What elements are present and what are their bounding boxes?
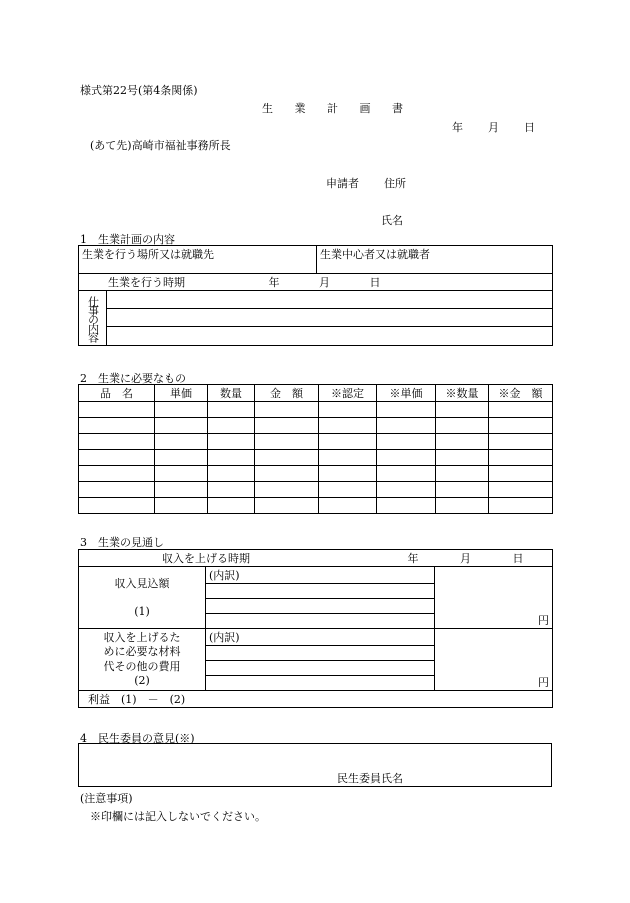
applicant-label: 申請者 (326, 177, 359, 190)
section1-heading: 1 生業計画の内容 (80, 233, 175, 246)
period-year: 年 (268, 276, 280, 289)
cell[interactable] (489, 418, 553, 434)
note-1: ※印欄には記入しないでください。 (90, 810, 266, 823)
income-estimate-num: (1) (134, 604, 150, 618)
income-month: 月 (460, 552, 471, 565)
period-label: 生業を行う時期 (108, 276, 185, 289)
cell[interactable] (319, 434, 377, 450)
person-cell[interactable] (317, 246, 553, 274)
cost-breakdown-line-3[interactable] (206, 661, 435, 676)
cell[interactable] (377, 434, 436, 450)
table-row (79, 498, 553, 514)
table-row (79, 434, 553, 450)
member-name-label: 民生委員氏名 (337, 772, 403, 785)
cell[interactable] (255, 482, 319, 498)
cost-breakdown-label: (内訳) (209, 631, 240, 644)
cell[interactable] (208, 498, 255, 514)
cell[interactable] (489, 498, 553, 514)
cell[interactable] (79, 418, 155, 434)
cost-yen-label: 円 (538, 676, 549, 689)
cell[interactable] (255, 466, 319, 482)
cell[interactable] (377, 498, 436, 514)
cell[interactable] (319, 450, 377, 466)
cell[interactable] (155, 466, 208, 482)
table-row (79, 466, 553, 482)
cell[interactable] (319, 466, 377, 482)
section3-heading: 3 生業の見通し (80, 536, 164, 549)
cell[interactable] (319, 418, 377, 434)
cell[interactable] (436, 450, 489, 466)
section1-table (78, 245, 553, 346)
income-estimate-label-cell (79, 567, 206, 629)
col-item-name: 品 名 (79, 385, 155, 402)
col-approval: ※認定 (319, 385, 377, 402)
cost-label-line-3: 代その他の費用 (103, 659, 181, 673)
cell[interactable] (436, 434, 489, 450)
cell[interactable] (79, 466, 155, 482)
income-year: 年 (407, 552, 419, 565)
person-label: 生業中心者又は就職者 (320, 248, 430, 261)
cell[interactable] (377, 466, 436, 482)
cost-breakdown-line-4[interactable] (206, 676, 435, 691)
cell[interactable] (319, 402, 377, 418)
income-breakdown-line-3[interactable] (206, 599, 435, 614)
place-label: 生業を行う場所又は就職先 (82, 248, 214, 261)
cell[interactable] (79, 434, 155, 450)
cell[interactable] (436, 498, 489, 514)
cell[interactable] (208, 402, 255, 418)
col-approved-quantity: ※数量 (436, 385, 489, 402)
cost-label-line-1: 収入を上げるた (103, 630, 181, 644)
cell[interactable] (155, 450, 208, 466)
cell[interactable] (208, 434, 255, 450)
col-quantity: 数量 (208, 385, 255, 402)
cell[interactable] (79, 482, 155, 498)
cell[interactable] (436, 466, 489, 482)
page-title: 生 業 計 画 書 (262, 102, 412, 115)
cell[interactable] (208, 482, 255, 498)
income-breakdown-line-2[interactable] (206, 584, 435, 599)
cell[interactable] (436, 402, 489, 418)
table-row (79, 418, 553, 434)
income-yen-label: 円 (538, 614, 549, 627)
cell[interactable] (489, 482, 553, 498)
period-day: 日 (369, 276, 381, 289)
cell[interactable] (208, 450, 255, 466)
table-row (79, 482, 553, 498)
cell[interactable] (255, 450, 319, 466)
cost-label-num: (2) (134, 674, 150, 687)
opinion-box[interactable] (78, 743, 552, 787)
cell[interactable] (155, 482, 208, 498)
cell[interactable] (377, 418, 436, 434)
cell[interactable] (377, 450, 436, 466)
cell[interactable] (436, 418, 489, 434)
period-month: 月 (319, 276, 330, 289)
cell[interactable] (489, 402, 553, 418)
cell[interactable] (489, 466, 553, 482)
income-estimate-label: 収入見込額 (114, 576, 170, 590)
cost-total-cell[interactable] (435, 629, 553, 691)
work-content-label: 仕事の内容 (79, 291, 107, 346)
cell[interactable] (155, 498, 208, 514)
cell[interactable] (255, 434, 319, 450)
cell[interactable] (489, 450, 553, 466)
cell[interactable] (208, 466, 255, 482)
cell[interactable] (377, 402, 436, 418)
cell[interactable] (319, 498, 377, 514)
income-day: 日 (512, 552, 524, 565)
section2-heading: 2 生業に必要なもの (80, 372, 186, 385)
cell[interactable] (155, 434, 208, 450)
cell[interactable] (79, 402, 155, 418)
income-period-cell[interactable] (79, 550, 553, 567)
table-row (79, 450, 553, 466)
cell[interactable] (155, 418, 208, 434)
cell[interactable] (79, 498, 155, 514)
date-year-label: 年 (452, 121, 463, 134)
cell[interactable] (319, 482, 377, 498)
work-content-line-1[interactable] (107, 291, 553, 309)
date-month-label: 月 (488, 121, 499, 134)
profit-cell[interactable] (79, 691, 553, 708)
income-breakdown-line-4[interactable] (206, 614, 435, 629)
notes-heading: (注意事項) (80, 792, 133, 805)
col-approved-unit-price: ※単価 (377, 385, 436, 402)
place-cell[interactable] (79, 246, 317, 274)
cell[interactable] (377, 482, 436, 498)
cost-label-cell (79, 629, 206, 691)
cell[interactable] (208, 418, 255, 434)
cost-label-line-2: めに必要な材料 (103, 645, 181, 658)
form-number: 様式第22号(第4条関係) (80, 84, 198, 97)
section3-table (78, 549, 553, 708)
col-unit-price: 単価 (155, 385, 208, 402)
col-amount: 金 額 (255, 385, 319, 402)
cell[interactable] (255, 498, 319, 514)
cost-breakdown-header[interactable] (206, 629, 435, 646)
income-total-cell[interactable] (435, 567, 553, 629)
cell[interactable] (155, 402, 208, 418)
col-approved-amount: ※金 額 (489, 385, 553, 402)
cell[interactable] (255, 402, 319, 418)
date-day-label: 日 (524, 121, 535, 134)
profit-label: 利益 (1) － (2) (88, 693, 186, 706)
income-breakdown-label: (内訳) (209, 569, 240, 582)
work-content-line-2[interactable] (107, 309, 553, 327)
income-period-label: 収入を上げる時期 (162, 552, 250, 565)
work-content-line-3[interactable] (107, 327, 553, 346)
address-label: 住所 (384, 177, 406, 190)
cell[interactable] (489, 434, 553, 450)
section2-table (78, 384, 553, 514)
cell[interactable] (436, 482, 489, 498)
addressee: (あて先)高崎市福祉事務所長 (90, 139, 231, 152)
period-cell[interactable] (79, 274, 553, 291)
name-label: 氏名 (381, 214, 403, 227)
income-breakdown-header[interactable] (206, 567, 435, 584)
cost-breakdown-line-2[interactable] (206, 646, 435, 661)
table-row (79, 402, 553, 418)
cell[interactable] (255, 418, 319, 434)
section4-heading: 4 民生委員の意見(※) (80, 732, 195, 745)
cell[interactable] (79, 450, 155, 466)
